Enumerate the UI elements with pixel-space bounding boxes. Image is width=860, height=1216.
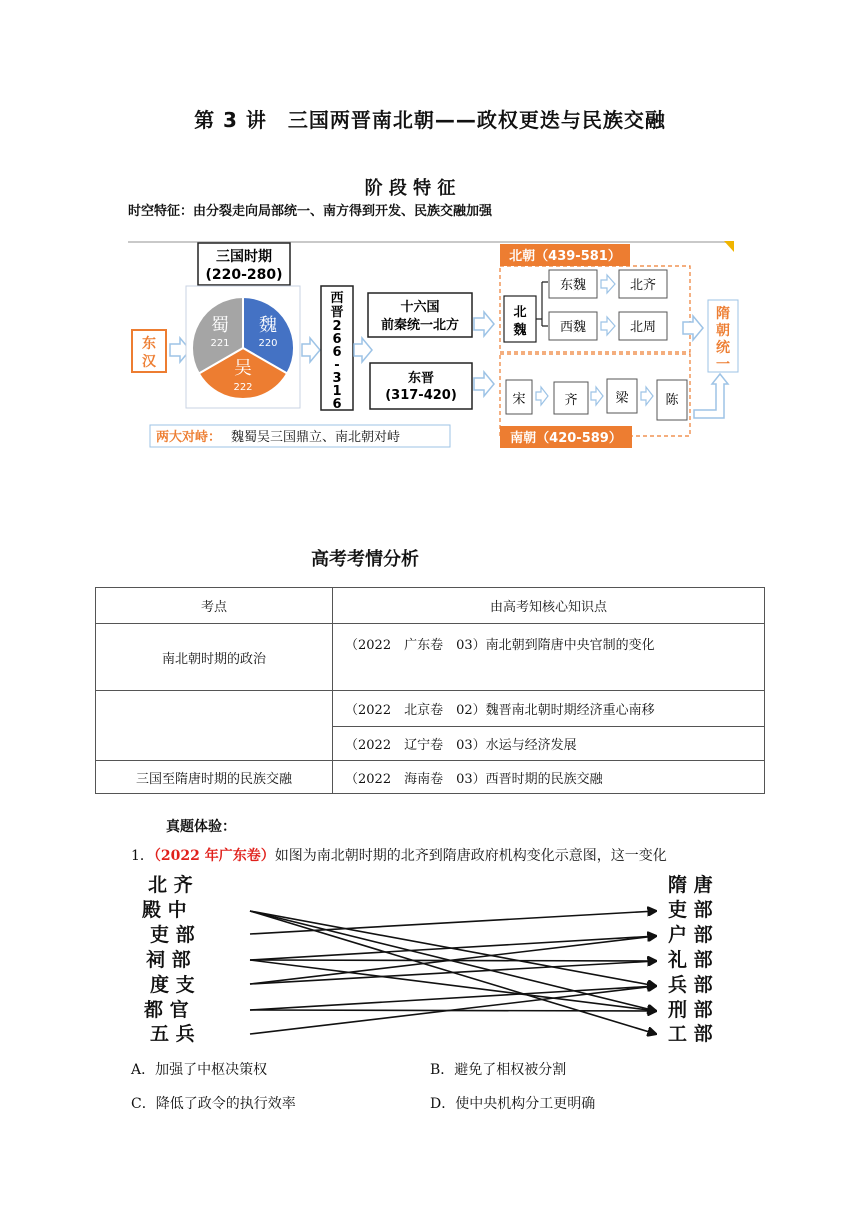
xijin-char: 2 (332, 319, 342, 334)
column-header: 由高考知核心知识点 (333, 588, 765, 624)
xijin-char: 1 (332, 384, 342, 399)
pie-label-wei: 魏 (259, 315, 277, 336)
topic-cell: 南北朝时期的政治 (96, 624, 333, 691)
right-label: 刑 部 (668, 999, 713, 1021)
xiwei-text: 西魏 (559, 320, 587, 335)
arrow (641, 387, 653, 405)
mapping-line (250, 936, 656, 960)
sanguo-label: 三国时期 (216, 249, 272, 265)
item-cell: （2022 广东卷 03）南北朝到隋唐中央官制的变化 (333, 624, 765, 691)
option-a: A．加强了中枢决策权 (131, 1062, 268, 1078)
dynasty-diagram (128, 238, 740, 452)
right-label: 户 部 (668, 924, 713, 946)
donghan-text: 汉 (142, 354, 156, 370)
branch-bracket (536, 282, 548, 326)
option-b: B．避免了相权被分割 (430, 1062, 567, 1078)
pie-label-wu: 吴 (234, 358, 252, 379)
left-label: 吏 部 (150, 924, 195, 946)
left-label: 祠 部 (146, 949, 191, 971)
shiliuguo-text: 前秦统一北方 (380, 318, 460, 333)
arrow (601, 275, 615, 293)
analysis-table (95, 587, 765, 794)
xijin-char: 6 (332, 397, 342, 412)
sanguo-years: (220-280) (205, 267, 283, 283)
beichao-label: 北朝（439-581） (509, 249, 621, 264)
mapping-line (250, 960, 656, 1011)
pie-year-wu: 222 (233, 382, 253, 393)
chen-text: 陈 (665, 393, 679, 408)
arrow (354, 338, 372, 362)
duizhi-label: 两大对峙： (156, 430, 222, 445)
liang-text: 梁 (615, 391, 629, 406)
dongwei-text: 东魏 (559, 278, 587, 293)
pie-year-shu: 221 (210, 338, 230, 349)
section-label: 真题体验： (166, 819, 236, 835)
question-stem-line (131, 845, 667, 865)
donghan-text: 东 (142, 336, 156, 352)
left-label: 度 支 (150, 974, 195, 996)
xijin-char: 西 (330, 291, 344, 306)
right-label: 吏 部 (668, 899, 713, 921)
left-label: 都 官 (144, 999, 189, 1021)
question-stem: 如图为南北朝时期的北齐到隋唐政府机构变化示意图，这一变化 (274, 848, 667, 864)
stage-heading: 阶 段 特 征 (364, 178, 456, 199)
xijin-char: 6 (332, 345, 342, 360)
duizhi-text: 魏蜀吴三国鼎立、南北朝对峙 (231, 430, 401, 445)
sui-text: 朝 (716, 323, 730, 339)
feature-text: 时空特征：由分裂走向局部统一、南方得到开发、民族交融加强 (128, 204, 493, 219)
table-row (96, 761, 765, 794)
page-title: 第 3 讲 三国两晋南北朝——政权更迭与民族交融 (194, 108, 666, 132)
left-label: 殿 中 (142, 899, 187, 921)
sui-text: 统 (716, 340, 730, 356)
right-label: 兵 部 (668, 974, 713, 996)
item-cell: （2022 辽宁卷 03）水运与经济发展 (333, 727, 765, 761)
arrow (474, 312, 494, 336)
option-c: C．降低了政令的执行效率 (131, 1096, 296, 1112)
arrow (474, 372, 494, 396)
table-header-row (96, 588, 765, 624)
arrow (683, 316, 703, 340)
sui-text: 一 (716, 357, 730, 373)
left-label: 五 兵 (150, 1023, 195, 1044)
xijin-char: 6 (332, 332, 342, 347)
question-source: （2022 年广东卷） (153, 848, 275, 864)
right-label: 工 部 (668, 1023, 713, 1044)
beiqi-text: 北齐 (629, 278, 657, 293)
nanchao-label: 南朝（420-589） (510, 431, 622, 446)
arrow (302, 338, 320, 362)
right-label: 礼 部 (668, 949, 713, 971)
analysis-heading: 高考考情分析 (311, 549, 419, 570)
table-row (96, 624, 765, 691)
shiliuguo-text: 十六国 (400, 300, 440, 315)
song-text: 宋 (512, 392, 526, 407)
topic-cell (96, 691, 333, 761)
corner-mark (724, 241, 734, 252)
dongjin-text: (317-420) (385, 388, 457, 403)
dongjin-text: 东晋 (407, 371, 435, 386)
pie-label-shu: 蜀 (211, 315, 229, 336)
topic-cell: 三国至隋唐时期的民族交融 (96, 761, 333, 794)
xijin-char: 3 (332, 371, 342, 386)
qi-text: 齐 (564, 393, 578, 408)
mapping-line (250, 986, 656, 1010)
xijin-char: - (334, 358, 340, 373)
question-number: 1． (131, 848, 154, 864)
item-cell: （2022 北京卷 02）魏晋南北朝时期经济重心南移 (333, 691, 765, 727)
arrow (536, 387, 548, 405)
beiwei-text: 北 (513, 305, 527, 320)
table-row (96, 691, 765, 727)
arrow (601, 317, 615, 335)
mapping-line (250, 961, 656, 984)
question-figure (140, 874, 764, 1044)
right-label: 隋 唐 (668, 874, 713, 896)
option-d: D．使中央机构分工更明确 (430, 1096, 596, 1112)
sui-text: 隋 (716, 306, 730, 322)
beiwei-text: 魏 (513, 323, 527, 338)
left-label: 北 齐 (148, 874, 193, 896)
beizhou-text: 北周 (629, 320, 657, 335)
item-cell: （2022 海南卷 03）西晋时期的民族交融 (333, 761, 765, 794)
column-header: 考点 (96, 588, 333, 624)
arrow-up (694, 374, 728, 418)
xijin-char: 晋 (330, 305, 344, 320)
pie-year-wei: 220 (258, 338, 278, 349)
arrow (591, 387, 603, 405)
